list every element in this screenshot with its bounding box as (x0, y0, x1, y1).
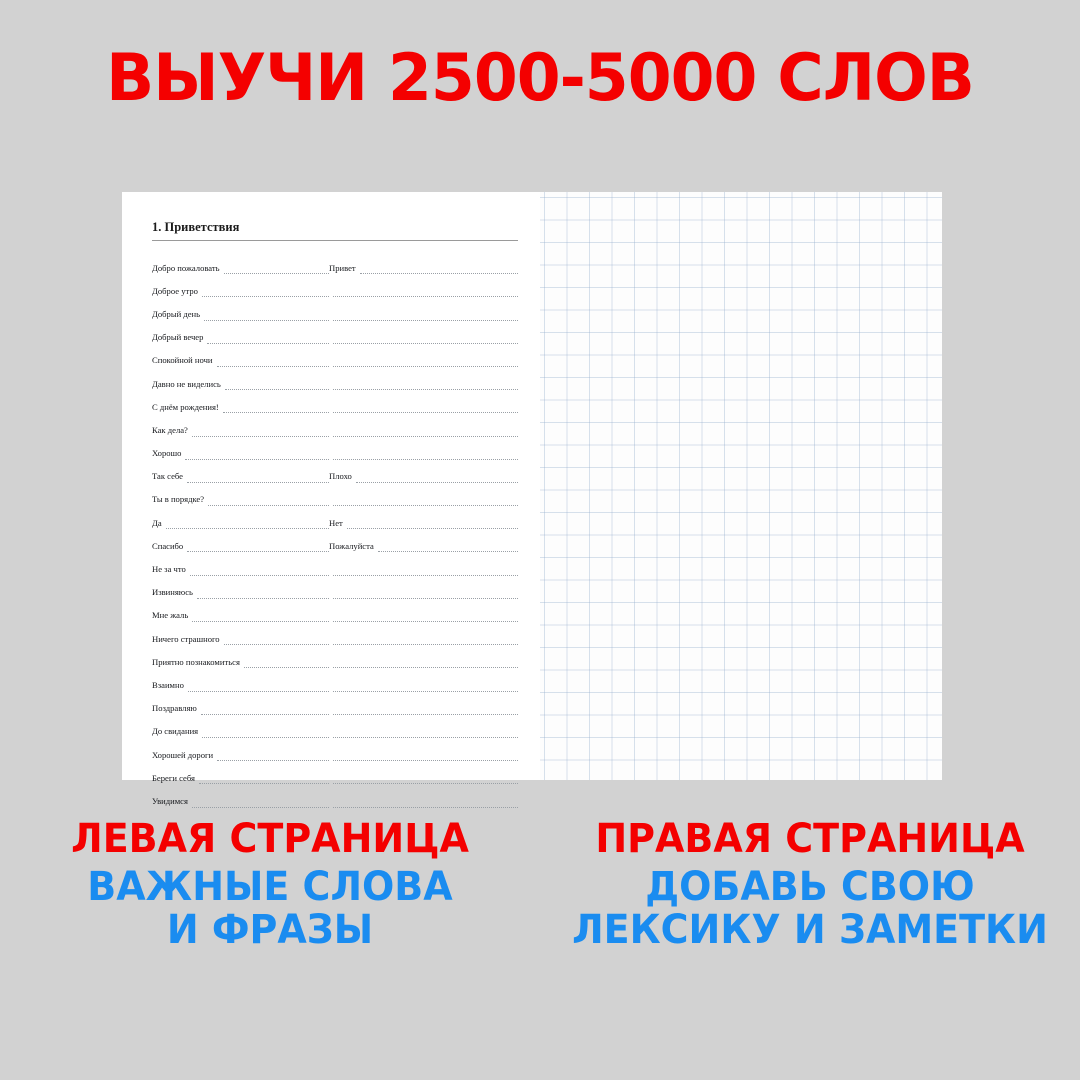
vocabulary-writing-line[interactable] (333, 636, 518, 645)
vocabulary-cell-right (329, 288, 518, 297)
vocabulary-term: Спокойной ночи (152, 355, 213, 366)
vocabulary-cell-right (329, 428, 518, 437)
notebook-spread (122, 192, 942, 806)
vocabulary-writing-line[interactable] (202, 729, 329, 738)
vocabulary-writing-line[interactable] (192, 613, 329, 622)
vocabulary-cell-left (152, 403, 329, 414)
vocabulary-cell-right (329, 335, 518, 344)
vocabulary-term: Привет (329, 262, 356, 273)
vocabulary-row (152, 437, 518, 460)
vocabulary-cell-left (152, 635, 329, 646)
vocabulary-term: Добрый вечер (152, 332, 204, 343)
vocabulary-cell-right (329, 542, 518, 553)
vocabulary-cell-right (329, 519, 518, 530)
vocabulary-row (152, 460, 518, 483)
vocabulary-cell-right (329, 264, 518, 275)
vocabulary-writing-line[interactable] (204, 312, 329, 321)
caption-right-subtitle-line1: ДОБАВЬ СВОЮ (645, 864, 975, 911)
vocabulary-writing-line[interactable] (187, 543, 329, 552)
vocabulary-cell-right (329, 358, 518, 367)
vocabulary-writing-line[interactable] (333, 567, 518, 576)
vocabulary-cell-right (329, 312, 518, 321)
vocabulary-cell-left (152, 542, 329, 553)
vocabulary-writing-line[interactable] (333, 683, 518, 692)
vocabulary-cell-left (152, 588, 329, 599)
vocabulary-cell-left (152, 751, 329, 762)
vocabulary-cell-right (329, 567, 518, 576)
vocabulary-cell-right (329, 590, 518, 599)
vocabulary-cell-right (329, 752, 518, 761)
vocabulary-writing-line[interactable] (333, 729, 518, 738)
vocabulary-writing-line[interactable] (223, 404, 329, 413)
vocabulary-writing-line[interactable] (192, 799, 329, 808)
vocabulary-writing-line[interactable] (333, 381, 518, 390)
vocabulary-cell-left (152, 287, 329, 298)
vocabulary-writing-line[interactable] (244, 659, 329, 668)
vocabulary-cell-right (329, 706, 518, 715)
vocabulary-cell-left (152, 774, 329, 785)
vocabulary-writing-line[interactable] (333, 312, 518, 321)
caption-left (14, 818, 527, 951)
vocabulary-writing-line[interactable] (378, 543, 518, 552)
vocabulary-row (152, 784, 518, 807)
caption-right-title: ПРАВАЯ СТРАНИЦА (595, 816, 1025, 862)
vocabulary-writing-line[interactable] (333, 775, 518, 784)
vocabulary-cell-right (329, 636, 518, 645)
vocabulary-row (152, 413, 518, 436)
vocabulary-term: Добро пожаловать (152, 262, 220, 273)
vocabulary-writing-line[interactable] (166, 520, 329, 529)
vocabulary-cell-right (329, 659, 518, 668)
title-divider (152, 240, 518, 241)
vocabulary-row (152, 645, 518, 668)
vocabulary-term: Спасибо (152, 540, 184, 551)
vocabulary-writing-line[interactable] (207, 335, 329, 344)
vocabulary-writing-line[interactable] (333, 335, 518, 344)
vocabulary-row (152, 529, 518, 552)
caption-left-subtitle-line1: ВАЖНЫЕ СЛОВА (87, 864, 453, 911)
vocabulary-row (152, 576, 518, 599)
vocabulary-cell-left (152, 380, 329, 391)
vocabulary-term: Да (152, 517, 162, 528)
vocabulary-term: Ты в порядке? (152, 494, 205, 505)
vocabulary-writing-line[interactable] (333, 659, 518, 668)
vocabulary-writing-line[interactable] (224, 636, 329, 645)
right-page-grid (540, 192, 942, 780)
vocabulary-cell-left (152, 727, 329, 738)
vocabulary-cell-left (152, 472, 329, 483)
caption-right-subtitle-line2: ЛЕКСИКУ И ЗАМЕТКИ (572, 906, 1048, 953)
vocabulary-writing-line[interactable] (333, 358, 518, 367)
vocabulary-writing-line[interactable] (192, 428, 329, 437)
vocabulary-term: Хорошей дороги (152, 749, 214, 760)
vocabulary-writing-line[interactable] (202, 288, 329, 297)
vocabulary-row (152, 251, 518, 274)
vocabulary-row (152, 390, 518, 413)
vocabulary-cell-right (329, 472, 518, 483)
vocabulary-writing-line[interactable] (333, 404, 518, 413)
vocabulary-cell-right (329, 404, 518, 413)
caption-left-title: ЛЕВАЯ СТРАНИЦА (71, 816, 469, 862)
vocabulary-writing-line[interactable] (333, 497, 518, 506)
vocabulary-row (152, 761, 518, 784)
vocabulary-cell-left (152, 797, 329, 808)
vocabulary-row (152, 274, 518, 297)
vocabulary-term: Пожалуйста (329, 540, 374, 551)
vocabulary-writing-line[interactable] (333, 799, 518, 808)
vocabulary-writing-line[interactable] (360, 265, 518, 274)
vocabulary-writing-line[interactable] (197, 590, 329, 599)
vocabulary-term: До свидания (152, 726, 199, 737)
caption-left-subtitle-line2: И ФРАЗЫ (166, 906, 374, 953)
chapter-title: 1. Приветствия (152, 220, 240, 234)
vocabulary-row (152, 715, 518, 738)
vocabulary-cell-left (152, 333, 329, 344)
vocabulary-cell-left (152, 495, 329, 506)
vocabulary-row (152, 692, 518, 715)
vocabulary-writing-line[interactable] (347, 520, 518, 529)
vocabulary-term: Приятно познакомиться (152, 656, 240, 667)
vocabulary-row (152, 321, 518, 344)
vocabulary-row (152, 622, 518, 645)
vocabulary-cell-right (329, 497, 518, 506)
vocabulary-writing-line[interactable] (225, 381, 329, 390)
vocabulary-term: Увидимся (152, 795, 188, 806)
vocabulary-row (152, 297, 518, 320)
vocabulary-term: Нет (329, 517, 343, 528)
vocabulary-writing-line[interactable] (333, 451, 518, 460)
vocabulary-term: Мне жаль (152, 610, 189, 621)
vocabulary-cell-right (329, 683, 518, 692)
vocabulary-writing-line[interactable] (217, 358, 330, 367)
vocabulary-writing-line[interactable] (333, 613, 518, 622)
vocabulary-cell-left (152, 565, 329, 576)
vocabulary-writing-line[interactable] (333, 706, 518, 715)
vocabulary-term: Взаимно (152, 679, 184, 690)
vocabulary-cell-right (329, 775, 518, 784)
vocabulary-cell-left (152, 681, 329, 692)
vocabulary-term: Не за что (152, 564, 186, 575)
vocabulary-cell-left (152, 264, 329, 275)
vocabulary-writing-line[interactable] (187, 474, 329, 483)
vocabulary-row (152, 738, 518, 761)
caption-right (554, 818, 1067, 951)
vocabulary-term: Как дела? (152, 424, 188, 435)
vocabulary-writing-line[interactable] (208, 497, 329, 506)
vocabulary-cell-left (152, 356, 329, 367)
vocabulary-writing-line[interactable] (217, 752, 329, 761)
vocabulary-cell-left (152, 658, 329, 669)
vocabulary-cell-right (329, 613, 518, 622)
vocabulary-row (152, 483, 518, 506)
vocabulary-cell-right (329, 381, 518, 390)
headline: ВЫУЧИ 2500-5000 СЛОВ (106, 41, 974, 116)
vocabulary-cell-left (152, 519, 329, 530)
vocabulary-term: Поздравляю (152, 703, 197, 714)
vocabulary-rows (148, 251, 518, 808)
vocabulary-cell-left (152, 704, 329, 715)
vocabulary-term: С днём рождения! (152, 401, 219, 412)
vocabulary-row (152, 668, 518, 691)
captions (0, 818, 1080, 951)
vocabulary-writing-line[interactable] (333, 428, 518, 437)
vocabulary-cell-left (152, 426, 329, 437)
vocabulary-cell-right (329, 729, 518, 738)
vocabulary-row (152, 552, 518, 575)
vocabulary-cell-right (329, 451, 518, 460)
vocabulary-writing-line[interactable] (333, 752, 518, 761)
vocabulary-writing-line[interactable] (333, 288, 518, 297)
vocabulary-writing-line[interactable] (185, 451, 329, 460)
vocabulary-writing-line[interactable] (356, 474, 518, 483)
vocabulary-cell-left (152, 611, 329, 622)
vocabulary-term: Давно не виделись (152, 378, 221, 389)
vocabulary-cell-left (152, 449, 329, 460)
vocabulary-writing-line[interactable] (188, 683, 329, 692)
vocabulary-row (152, 506, 518, 529)
vocabulary-row (152, 367, 518, 390)
left-page (122, 192, 540, 806)
vocabulary-term: Доброе утро (152, 285, 198, 296)
vocabulary-writing-line[interactable] (224, 265, 329, 274)
vocabulary-writing-line[interactable] (190, 567, 329, 576)
vocabulary-term: Извиняюсь (152, 587, 193, 598)
vocabulary-row (152, 599, 518, 622)
vocabulary-term: Так себе (152, 471, 183, 482)
vocabulary-term: Добрый день (152, 308, 201, 319)
vocabulary-row (152, 344, 518, 367)
vocabulary-term: Береги себя (152, 772, 195, 783)
caption-left-subtitle (14, 866, 527, 951)
vocabulary-cell-right (329, 799, 518, 808)
vocabulary-term: Плохо (329, 471, 352, 482)
vocabulary-writing-line[interactable] (199, 775, 329, 784)
vocabulary-writing-line[interactable] (201, 706, 329, 715)
vocabulary-cell-left (152, 310, 329, 321)
vocabulary-term: Хорошо (152, 448, 182, 459)
vocabulary-term: Ничего страшного (152, 633, 220, 644)
vocabulary-writing-line[interactable] (333, 590, 518, 599)
caption-right-subtitle (554, 866, 1067, 951)
